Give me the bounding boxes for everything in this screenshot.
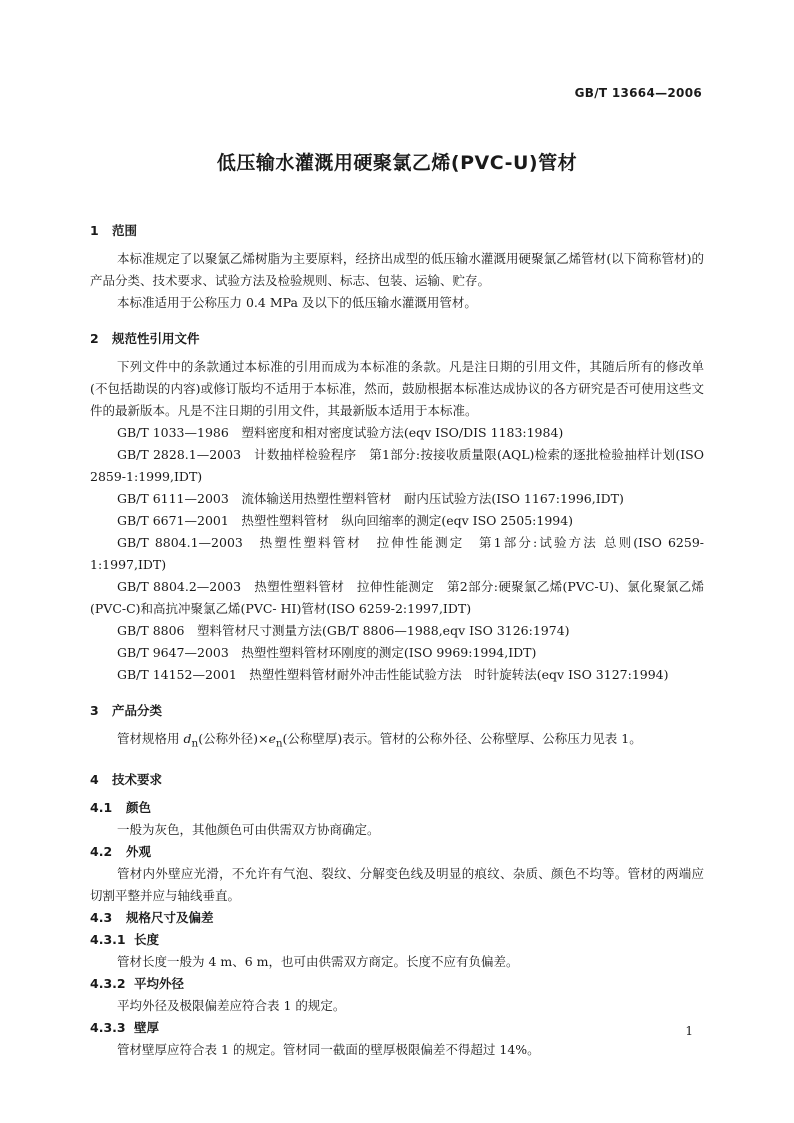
section-title: 颜色 <box>126 799 152 815</box>
reference-item: GB/T 6111—2003 流体输送用热塑性塑料管材 耐内压试验方法(ISO 1167:1996,IDT) <box>117 491 624 506</box>
section-title: 规格尺寸及偏差 <box>126 909 214 925</box>
section-3-heading <box>90 700 704 722</box>
subsection-heading <box>90 841 704 863</box>
section-number: 4.3.3 <box>90 1019 126 1035</box>
standard-code: GB/T 13664—2006 <box>574 86 702 100</box>
document-title: 低压输水灌溉用硬聚氯乙烯(PVC-U)管材 <box>216 152 578 174</box>
reference-item: GB/T 8804.2—2003 热塑性塑料管材 拉伸性能测定 第2部分:硬聚氯乙烯(PVC-U)、氯化聚氯乙烯(PVC-C)和高抗冲聚氯乙烯(PVC- HI)管材(ISO 6259-2:1997,IDT) <box>90 579 704 616</box>
section-title: 长度 <box>134 931 160 947</box>
reference-item: GB/T 6671—2001 热塑性塑料管材 纵向回缩率的测定(eqv ISO 2505:1994) <box>117 513 574 528</box>
section-title: 技术要求 <box>112 771 163 787</box>
paragraph: 管材内外壁应光滑，不允许有气泡、裂纹、分解变色线及明显的痕纹、杂质、颜色不均等。管材的两端应切割平整并应与轴线垂直。 <box>90 865 704 903</box>
section-2-heading <box>90 328 704 350</box>
reference-item: GB/T 1033—1986 塑料密度和相对密度试验方法(eqv ISO/DIS 1183:1984) <box>117 425 564 440</box>
symbol-subscript: n <box>275 737 283 750</box>
reference-item: GB/T 8804.1—2003 热塑性塑料管材 拉伸性能测定 第1部分:试验方法 总则(ISO 6259-1:1997,IDT) <box>90 535 704 572</box>
paragraph: 平均外径及极限偏差应符合表 1 的规定。 <box>117 997 346 1013</box>
section-title: 外观 <box>126 843 152 859</box>
reference-item: GB/T 14152—2001 热塑性塑料管材耐外冲击性能试验方法 时针旋转法(eqv ISO 3127:1994) <box>117 667 669 682</box>
section-title: 产品分类 <box>112 703 163 718</box>
symbol-e: e <box>268 731 276 746</box>
text-run: (公称壁厚)表示。管材的公称外径、公称壁厚、公称压力见表 1。 <box>282 731 642 746</box>
text-run: 管材规格用 <box>117 731 184 746</box>
paragraph: 本标准适用于公称压力 0.4 MPa 及以下的低压输水灌溉用管材。 <box>117 295 477 310</box>
section-title: 规范性引用文件 <box>112 331 200 346</box>
paragraph: 一般为灰色，其他颜色可由供需双方协商确定。 <box>117 821 380 837</box>
section-title: 平均外径 <box>134 975 185 991</box>
section-number: 4.3.1 <box>90 931 126 947</box>
section-number: 4.2 <box>90 843 113 859</box>
reference-item: GB/T 2828.1—2003 计数抽样检验程序 第1部分:按接收质量限(AQL)检索的逐批检验抽样计划(ISO 2859-1:1999,IDT) <box>90 447 704 484</box>
subsection-heading <box>90 929 704 951</box>
section-1-heading <box>90 220 704 242</box>
paragraph: 本标准规定了以聚氯乙烯树脂为主要原料，经挤出成型的低压输水灌溉用硬聚氯乙烯管材(以下简称管材)的产品分类、技术要求、试验方法及检验规则、标志、包装、运输、贮存。 <box>90 251 704 288</box>
paragraph: 管材长度一般为 4 m、6 m，也可由供需双方商定。长度不应有负偏差。 <box>117 953 519 969</box>
subsection-heading <box>90 907 704 929</box>
text-run: (公称外径)× <box>198 731 269 746</box>
symbol-subscript: n <box>191 737 199 750</box>
paragraph: 下列文件中的条款通过本标准的引用而成为本标准的条款。凡是注日期的引用文件，其随后所有的修改单(不包括勘误的内容)或修订版均不适用于本标准，然而，鼓励根据本标准达成协议的各方研究是否可使用这些文件的最新版本。凡是不注日期的引用文件，其最新版本适用于本标准。 <box>90 359 704 418</box>
page-number: 1 <box>685 1024 693 1038</box>
section-number: 4.3 <box>90 909 113 925</box>
section-title: 壁厚 <box>134 1019 160 1035</box>
section-4-heading <box>90 769 704 791</box>
section-title: 范围 <box>112 223 138 238</box>
subsection-heading <box>90 973 704 995</box>
reference-item: GB/T 8806 塑料管材尺寸测量方法(GB/T 8806—1988,eqv ISO 3126:1974) <box>117 623 570 638</box>
subsection-heading <box>90 797 704 819</box>
paragraph: 管材壁厚应符合表 1 的规定。管材同一截面的壁厚极限偏差不得超过 14%。 <box>117 1041 540 1057</box>
reference-item: GB/T 9647—2003 热塑性塑料管材环刚度的测定(ISO 9969:1994,IDT) <box>117 645 537 660</box>
section-number: 3 <box>90 703 99 718</box>
paragraph <box>90 728 704 755</box>
document-body <box>90 214 704 1061</box>
section-number: 1 <box>90 223 99 238</box>
section-number: 2 <box>90 331 99 346</box>
section-number: 4.3.2 <box>90 975 126 991</box>
section-number: 4.1 <box>90 799 113 815</box>
section-number: 4 <box>90 771 99 787</box>
subsection-heading <box>90 1017 704 1039</box>
symbol-d: d <box>183 731 192 746</box>
